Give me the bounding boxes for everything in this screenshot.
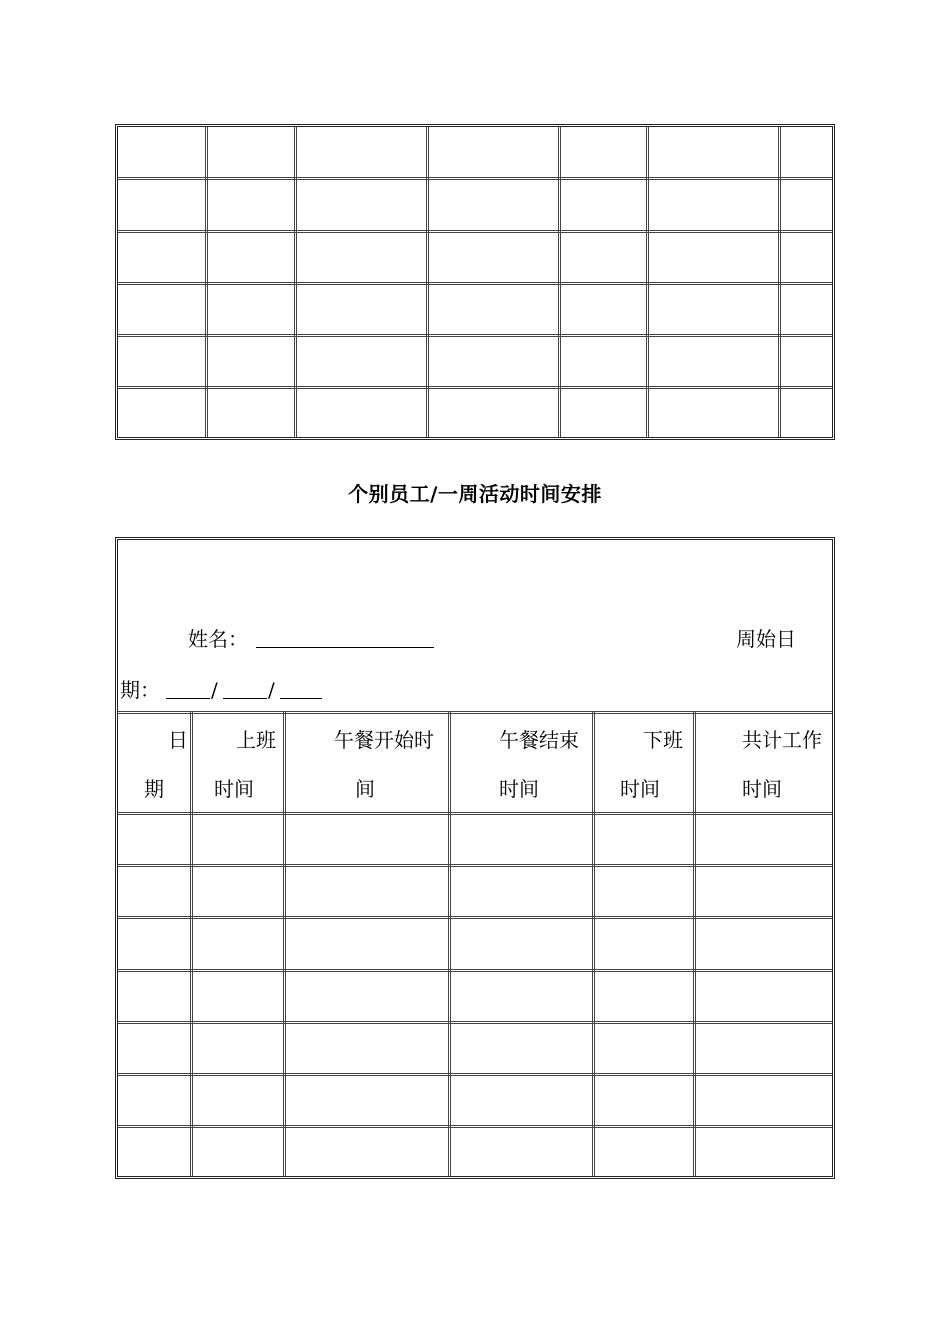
grid-col-line <box>294 127 297 437</box>
date-separator: / <box>268 678 275 702</box>
grid-row-line <box>118 230 832 233</box>
table-line <box>118 1125 832 1128</box>
table-col-line <box>592 711 595 1176</box>
grid-row-line <box>118 282 832 285</box>
table-line <box>118 711 832 714</box>
grid-col-line <box>778 127 781 437</box>
table-col-line <box>190 711 193 1176</box>
name-field[interactable] <box>256 629 434 648</box>
table-line <box>118 864 832 867</box>
header-lunch-start-line1: 午餐开始时 <box>334 728 434 752</box>
header-date-line2: 期 <box>144 777 164 801</box>
week-start-month-field[interactable] <box>166 680 210 699</box>
header-lunch-end-line1: 午餐结束 <box>499 728 579 752</box>
header-start-line1: 上班 <box>236 728 276 752</box>
week-start-label: 周始日 <box>736 627 796 651</box>
table-col-line <box>283 711 286 1176</box>
header-start-line2: 时间 <box>214 777 254 801</box>
table-col-line <box>693 711 696 1176</box>
week-start-label-cont: 期： <box>120 678 160 702</box>
header-end-line2: 时间 <box>620 777 660 801</box>
header-end-line1: 下班 <box>643 728 683 752</box>
table-col-line <box>448 711 451 1176</box>
weekly-schedule-table <box>115 537 835 1179</box>
header-total-line2: 时间 <box>742 777 782 801</box>
table-line <box>118 916 832 919</box>
grid-row-line <box>118 334 832 337</box>
table-line <box>118 1021 832 1024</box>
header-lunch-end-line2: 时间 <box>499 777 539 801</box>
table-line <box>118 1073 832 1076</box>
header-date-line1: 日 <box>168 728 188 752</box>
grid-col-line <box>205 127 208 437</box>
table-line <box>118 969 832 972</box>
grid-col-line <box>646 127 649 437</box>
header-total-line1: 共计工作 <box>742 728 822 752</box>
top-empty-grid <box>115 124 835 440</box>
header-lunch-start-line2: 间 <box>355 777 375 801</box>
grid-col-line <box>558 127 561 437</box>
date-separator: / <box>211 678 218 702</box>
week-start-year-field[interactable] <box>280 680 322 699</box>
grid-col-line <box>426 127 429 437</box>
grid-row-line <box>118 177 832 180</box>
grid-row-line <box>118 386 832 389</box>
page-title: 个别员工/一周活动时间安排 <box>348 482 602 506</box>
week-start-day-field[interactable] <box>223 680 267 699</box>
name-label: 姓名： <box>188 627 248 651</box>
table-line <box>118 812 832 815</box>
